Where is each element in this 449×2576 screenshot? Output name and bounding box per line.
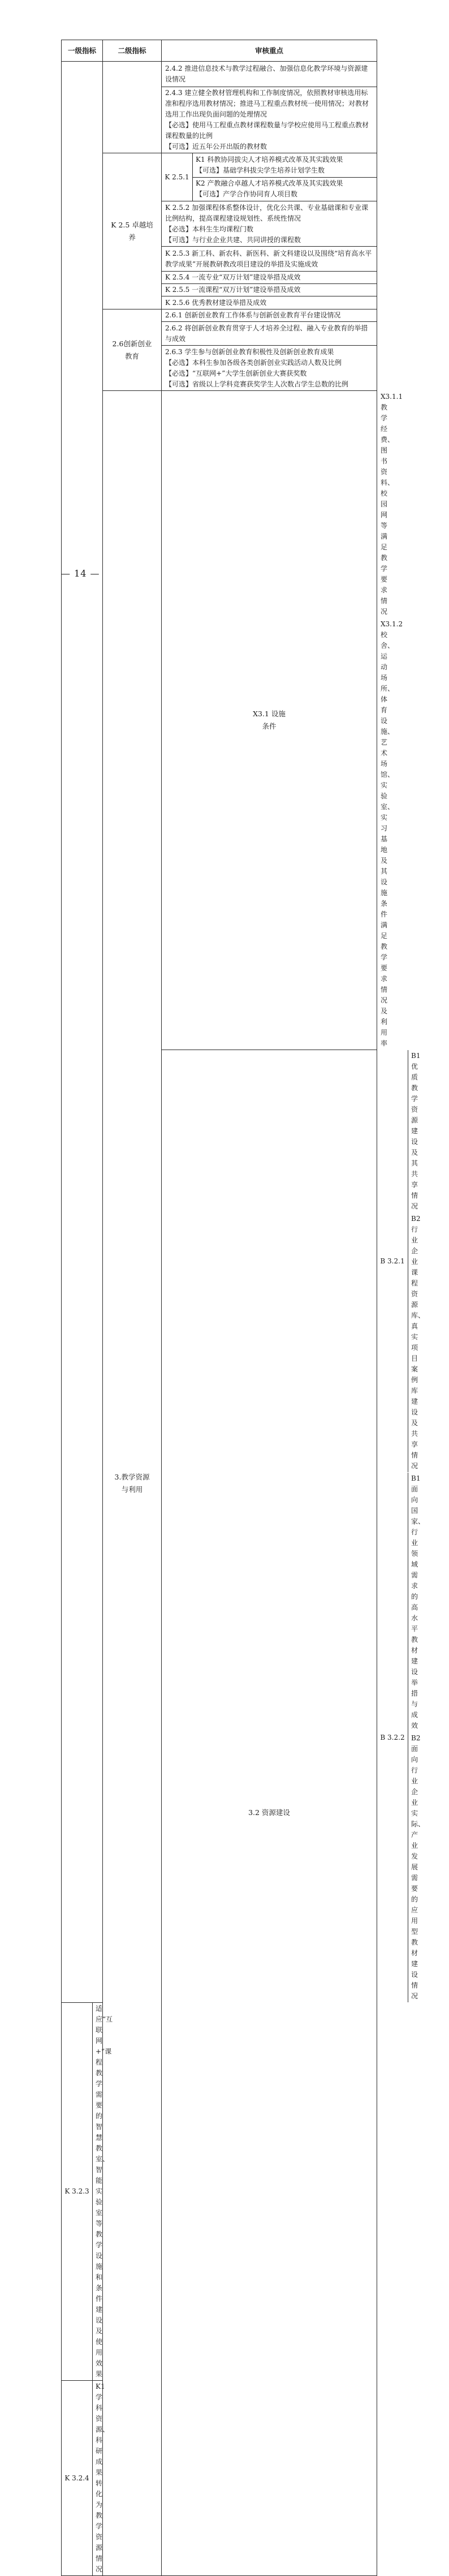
k3-2-4-text: K1 学科资源、科研成果转化为教学资源情况 <box>96 2383 110 2573</box>
code-k3-2-4: K 3.2.4 <box>62 2381 93 2575</box>
level2-2-6: 2.6创新创业教育 <box>103 309 162 391</box>
row-2-4-3-optional: 【可选】近五年公开出版的教材数 <box>165 143 267 150</box>
row-2-4-3 <box>162 87 377 153</box>
code-b3-2-2: B 3.2.2 <box>377 1473 408 2002</box>
row-2-4-3-text: 2.4.3 建立健全教材管理机构和工作制度情况，依照教材审核选用标准和程序选用教材情况；推进马工程重点教材统一使用情况；对教材选用工作出现负面问题的处理情况 <box>165 89 369 118</box>
header-level2: 二级指标 <box>103 40 162 62</box>
level1-cell-empty <box>62 62 103 2003</box>
code-k3-2-3: K 3.2.3 <box>62 2003 93 2380</box>
level2-x3-1: X3.1 设施条件 <box>162 391 377 1050</box>
page-number: — 14 — <box>61 568 100 579</box>
header-level1: 一级指标 <box>62 40 103 62</box>
row-k2-5-2: K 2.5.2 加强课程体系整体设计，优化公共课、专业基础课和专业课比例结构，提高课程建设规划性、系统性情况 【必选】本科生生均课程门数 【可选】与行业企业共建、共同讲授的课程数 <box>162 201 377 247</box>
row-k3-2-3 <box>62 2003 113 2381</box>
row-2-6-3: 2.6.3 学生参与创新创业教育积极性及创新创业教育成果 【必选】本科生参加各级各类创新创业实践活动人数及比例 【必选】“互联网+”大学生创新创业大赛获奖数 【可选】省级以上学科竞赛获奖学生人次数占学生总数的比例 <box>162 346 377 391</box>
level2-3-2: 3.2 资源建设 <box>162 1050 377 2576</box>
k3-2-3-text: 适应“互联网+”课程教学需要的智慧教室、智能实验室等教学设施和条件建设及使用效果 <box>96 2005 113 2378</box>
row-k2-5-4: K 2.5.4 一流专业“双万计划”建设举措及成效 <box>162 272 377 284</box>
code-k2-5-1: K 2.5.1 <box>162 153 193 201</box>
row-k2-5-3: K 2.5.3 新工科、新农科、新医科、新文科建设以及围绕“培育高水平教学成果”开展教研教改项目建设的举措及实施成效 <box>162 247 377 272</box>
row-k3-2-4 <box>62 2381 110 2576</box>
level2-cell-empty <box>103 62 162 153</box>
header-review-focus: 审核重点 <box>162 40 377 62</box>
row-2-6-2: 2.6.2 将创新创业教育贯穿于人才培养全过程、融入专业教育的举措与成效 <box>162 322 377 346</box>
level1-3: 3.教学资源与利用 <box>103 391 162 2576</box>
row-2-4-2: 2.4.2 推进信息技术与教学过程融合、加强信息化教学环境与资源建设情况 <box>162 62 377 87</box>
row-k2-5-5: K 2.5.5 一流课程“双万计划”建设举措及成效 <box>162 284 377 296</box>
row-2-6-1: 2.6.1 创新创业教育工作体系与创新创业教育平台建设情况 <box>162 309 377 322</box>
code-b3-2-1: B 3.2.1 <box>377 1050 408 1472</box>
review-table: 一级指标 二级指标 审核重点 2.4.2 推进信息技术与教学过程融合、加强信息化教学环境与资源建设情况 2.4.3 建立健全教材管理机构和工作制度情况，依照教材审核选用标准和程序选用教材情况；推进马工程重点教材统一使用情况；对教材选用工作出现负面问题的处理情况 【必选】使用马工程重点教材课程数量与学校应使用马工程重点教材课程数量的比例 【可选】近五年公开出版的教材数 K 2.5 卓越培养 K 2.5.1 K1 科教协同拔尖人才培养模式改革及其实践效果 【可选】基础学科拔尖学生培养计划学生数 K2 产教融合卓越人才培养模式改革及其实践效果 【可选】产学合作协同育人项目数 K 2.5.2 加强课程体系整体设计，优化公共课、专业基础课和专业课比例结构，提高课程建设规划性、系统性情况 【必选】本科生生均课程门数 【可选】与行业企业共建、共同讲授的课程数 K 2.5.3 新工科、新农科、新医科、新文科建设以及围绕“培育高水平教学成果”开展教研教改项目建设的举措及实施成效 K 2.5.4 一流专业“双万计划”建设举措及成效 K 2.5.5 一流课程“双万计划”建设举措及成效 K 2.5.6 优秀教材建设举措及成效 2.6创新创业教育 2.6.1 创新创业教育工作体系与创新创业教育平台建设情况 2.6.2 将创新创业教育贯穿于人才培养全过程、融入专业教育的举措与成效 2.6.3 学生参与创新创业教育积极性及创新创业教育成果 【必选】本科生参加各级各类创新创业实践活动人数及比例 【必选】“互联网+”大学生创新创业大赛获奖数 【可选】省级以上学科竞赛获奖学生人次数占学生总数的比例 3.教学资源与利用 X3.1 设施条件 X3.1.1 教学经费、图书资料、校园网等满足教学要求情况 X3.1.2 校舍、运动场所、体育设施、艺术场馆、实验室、实习基地及其设施条件满足教学要求情况及利用率 3.2 资源建设 B 3.2.1 B1 优质教学资源建设及其共享情况 B2 行业企业课程资源库、真实项目案例库建设及共享情况 B 3.2.2 B1 面向国家、行业领域需求的高水平教材建设举措与成效 B2 面向行业企业实际、产业发展需要的应用型教材建设情况 K 3.2.3 适应“互联网+”课程教学需要的智慧教室、智能实验室等教学设施和条件建设及使用效果 K 3.2.4 K1 学科资源、科研成果转化为教学资源情况 <box>61 40 377 2576</box>
row-k2-5-1 <box>162 153 377 201</box>
level2-k2-5: K 2.5 卓越培养 <box>103 153 162 309</box>
k2-5-1-k2: K2 产教融合卓越人才培养模式改革及其实践效果 【可选】产学合作协同育人项目数 <box>193 177 377 201</box>
k2-5-1-k1: K1 科教协同拔尖人才培养模式改革及其实践效果 【可选】基础学科拔尖学生培养计划学生数 <box>196 155 343 174</box>
row-2-4-3-required: 【必选】使用马工程重点教材课程数量与学校应使用马工程重点教材课程数量的比例 <box>165 121 369 140</box>
row-k2-5-6: K 2.5.6 优秀教材建设举措及成效 <box>162 296 377 309</box>
